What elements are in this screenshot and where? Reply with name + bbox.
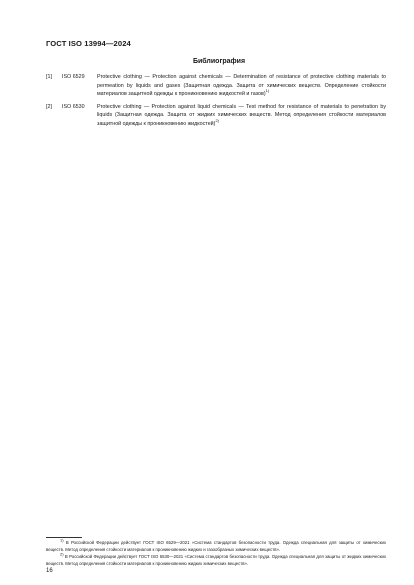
footnote-divider	[46, 537, 82, 538]
entry-text: Protective clothing — Protection against liquid chemicals — Test method for resistance of materials to penetration by liquids (Защитная одежда. Защита от жидких химических веществ. Метод определения стойкости материалов защитной одежды к проникновению жидкостей)	[97, 103, 386, 127]
footnote-reference: 2)	[215, 117, 219, 123]
entry-text-wrapper	[97, 73, 386, 99]
footnotes	[46, 537, 386, 569]
footnote	[46, 551, 386, 568]
footnote-text: В Российской Федерации действует ГОСТ ISO 6529—2021 «Система стандартов безопасности труда. Одежда специальная для защиты от химических веществ. Метод определения стойкости материалов к проникновению жидких и газообразных химических веществ».	[46, 540, 386, 552]
entry-code: ISO 6530	[62, 103, 85, 110]
entry-number: [1]	[46, 74, 52, 80]
footnote-text: В Российской Федерации действует ГОСТ ISO 6530—2021 «Система стандартов безопасности труда. Одежда специальная для защиты от жидких химических веществ. Метод определения стойкости материалов к проникновению жидких химических веществ».	[46, 554, 386, 567]
page-header-standard-code: ГОСТ ISO 13994—2024	[46, 39, 131, 48]
bibliography-entry	[46, 103, 386, 129]
entry-text: Protective clothing — Protection against chemicals — Determination of resistance of protective clothing materials to permeation by liquids and gases (Защитная одежда. Защита от химических веществ. Определение стойкости материалов защитной одежды к проникновению жидкостей и газов)	[97, 74, 386, 97]
bibliography-list	[46, 73, 386, 132]
page-number: 16	[46, 568, 53, 574]
entry-number: [2]	[46, 103, 52, 110]
entry-text-wrapper	[97, 103, 386, 129]
bibliography-title: Библиография	[192, 58, 246, 65]
footnote-mark: 1)	[60, 537, 64, 543]
bibliography-entry	[46, 73, 386, 99]
footnote	[46, 537, 386, 554]
footnote-reference: 1)	[265, 88, 270, 94]
footnote-mark: 2)	[60, 551, 64, 557]
entry-code: ISO 6529	[62, 74, 85, 80]
